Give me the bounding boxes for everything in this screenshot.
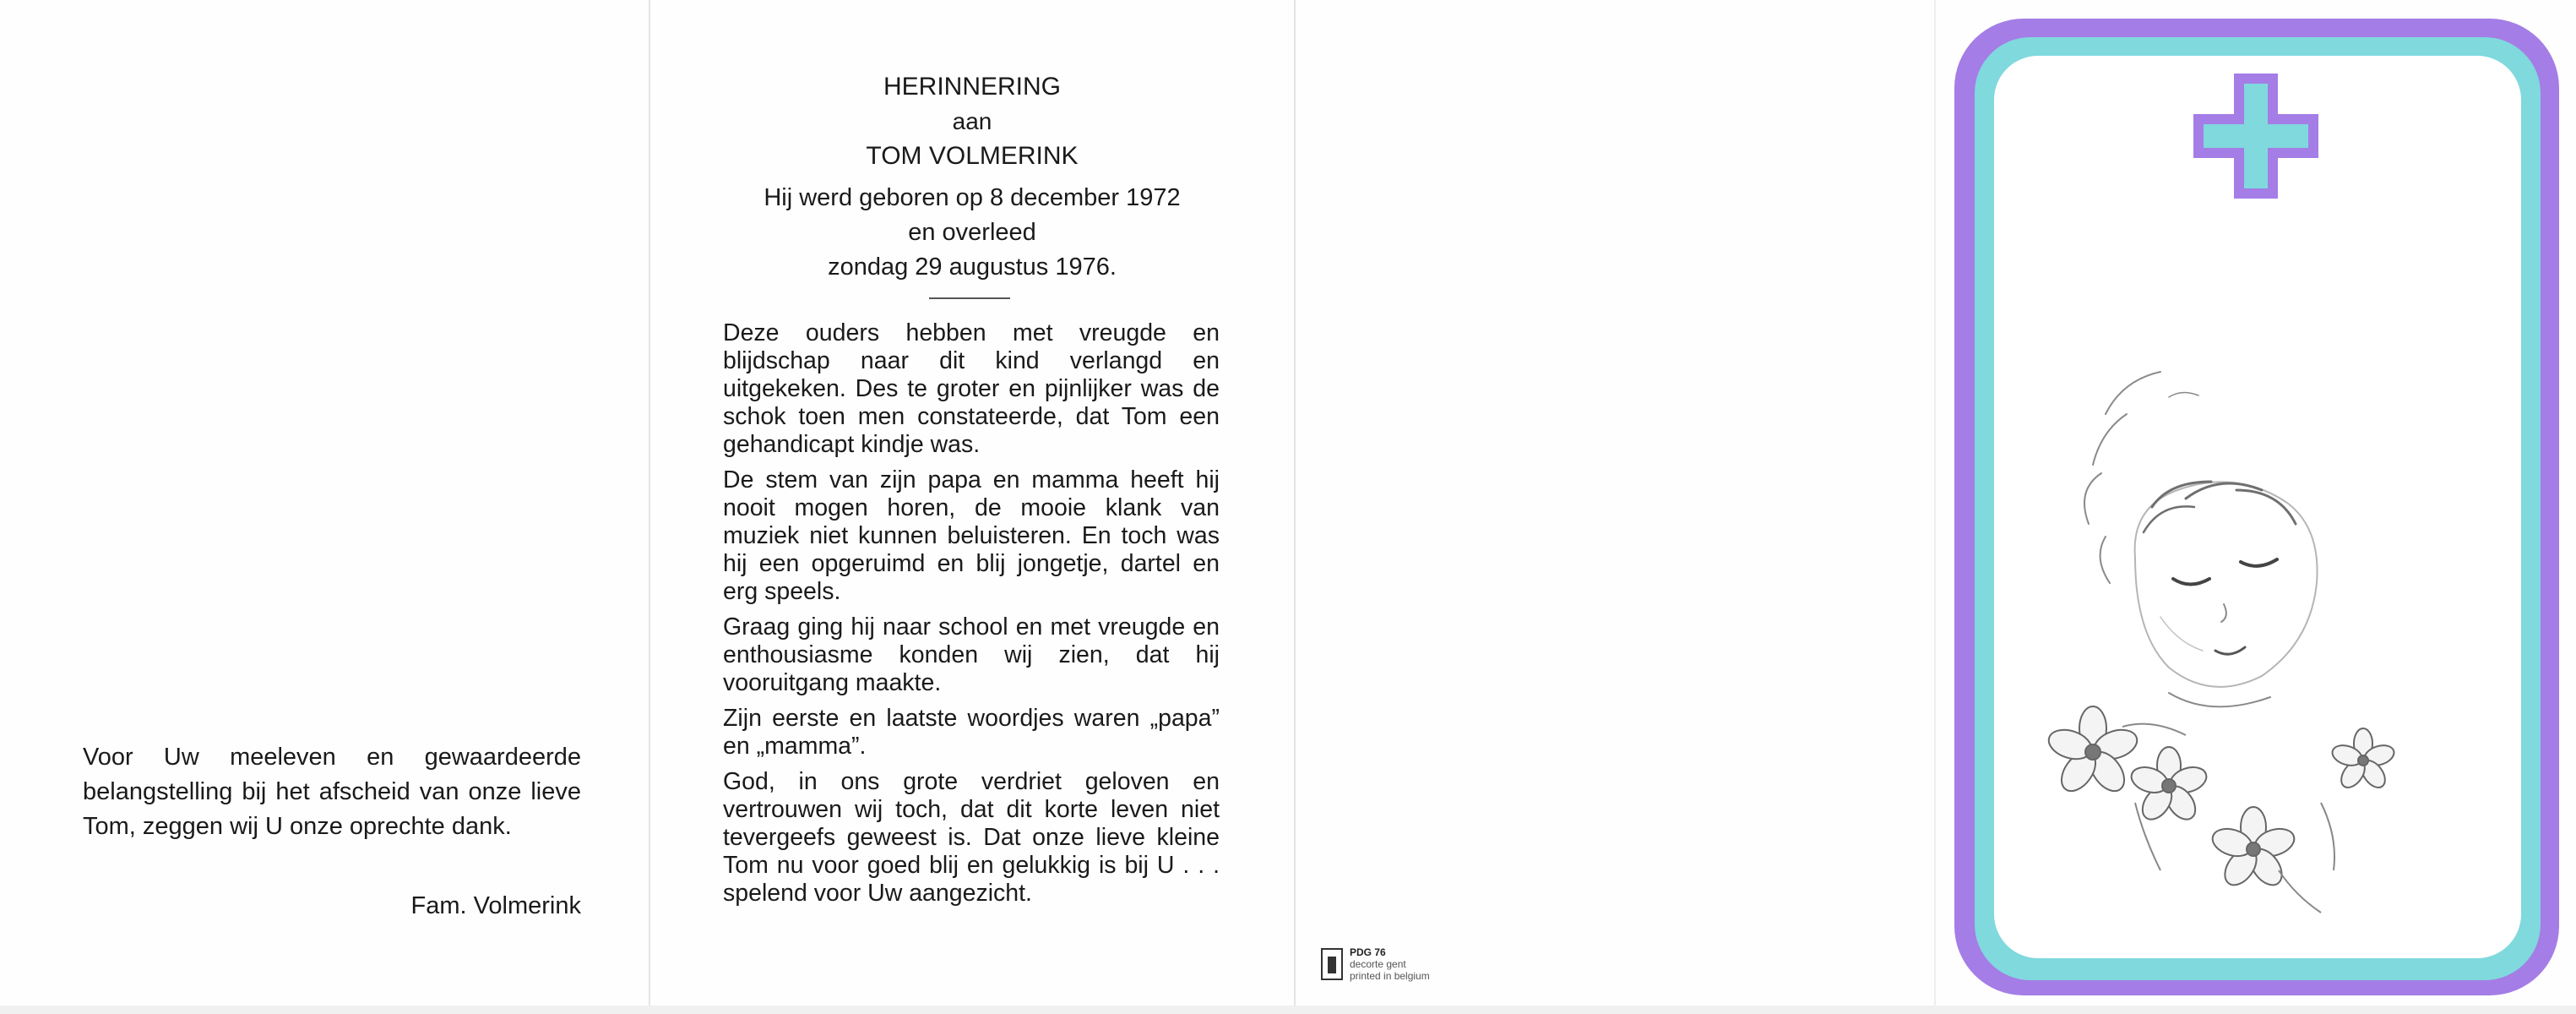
sleeping-child-with-flowers-icon xyxy=(2042,363,2422,938)
card-aan: aan xyxy=(952,108,992,134)
life-dates xyxy=(650,181,1294,285)
memorial-paragraph: Zijn eerste en laatste woordjes waren „papa” en „mamma”. xyxy=(723,705,1220,760)
memorial-paragraph: Graag ging hij naar school en met vreugde en enthousiasme konden wij zien, dat hij vooruitgang maakte. xyxy=(723,613,1220,696)
printer-code: PDG 76 xyxy=(1350,946,1386,958)
deceased-name: TOM VOLMERINK xyxy=(866,142,1079,170)
inner-left-panel xyxy=(0,0,649,1014)
printer-country: printed in belgium xyxy=(1350,970,1430,982)
memorial-paragraph: De stem van zijn papa en mamma heeft hij nooit mogen horen, de mooie klank van muziek niet kunnen beluisteren. En toch was hij een opgeruimd en blij jongetje, dartel en erg speels. xyxy=(723,466,1220,605)
death-date-line: zondag 29 augustus 1976. xyxy=(828,254,1117,281)
divider xyxy=(929,297,1010,299)
thanks-text: Voor Uw meeleven en gewaardeerde belangstelling bij het afscheid van onze lieve Tom, zeggen wij U onze oprechte dank. xyxy=(83,744,581,840)
death-intro-line: en overleed xyxy=(908,219,1036,246)
back-panel xyxy=(1296,0,1934,1014)
printer-text xyxy=(1350,946,1430,982)
birth-line: Hij werd geboren op 8 december 1972 xyxy=(764,184,1181,211)
printer-mark xyxy=(1321,946,1507,984)
memorial-text xyxy=(723,319,1220,915)
memorial-paragraph: God, in ons grote verdriet geloven en vertrouwen wij toch, dat dit korte leven niet tevergeefs geweest is. Dat onze lieve kleine Tom nu voor goed blij en gelukkig is bij U . . . spelend voor Uw aangezicht. xyxy=(723,768,1220,907)
card-title: HERINNERING xyxy=(883,73,1061,101)
printer-logo-icon xyxy=(1321,948,1343,980)
fold-line xyxy=(1294,0,1296,1014)
family-signature: Fam. Volmerink xyxy=(410,892,581,919)
cross-icon xyxy=(2193,74,2318,199)
printer-name: decorte gent xyxy=(1350,958,1406,970)
memorial-paragraph: Deze ouders hebben met vreugde en blijdschap naar dit kind verlangd en uitgekeken. Des te groter en pijnlijker was de schok toen men constateerde, dat Tom een gehandicapt kindje was. xyxy=(723,319,1220,458)
card-bottom-edge xyxy=(0,1006,2576,1014)
fold-line xyxy=(1934,0,1936,1014)
